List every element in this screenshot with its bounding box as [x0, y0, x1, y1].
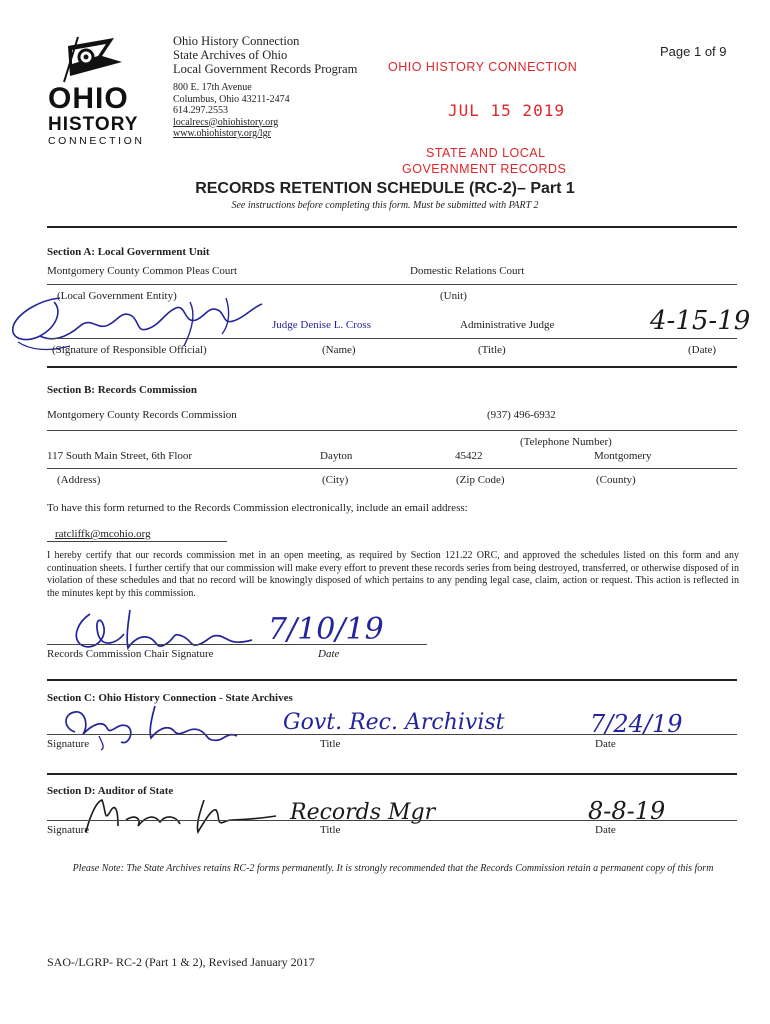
chair-label: Records Commission Chair Signature	[47, 648, 214, 660]
address-value: 117 South Main Street, 6th Floor	[47, 450, 193, 462]
address-line: 614.297.2553	[173, 105, 228, 116]
section-b-heading: Section B: Records Commission	[47, 384, 198, 396]
commission-rule	[47, 430, 737, 431]
note-text: The State Archives retains RC-2 forms permanently. It is strongly recommended that the Records Commission retain a permanent copy of this form	[126, 863, 714, 874]
section-c-heading: Section C: Ohio History Connection - State Archives	[47, 692, 293, 704]
sig-label: (Signature of Responsible Official)	[52, 344, 207, 356]
footer-form-id: SAO-/LGRP- RC-2 (Part 1 & 2), Revised January 2017	[47, 955, 315, 969]
archives-title-label: Title	[320, 738, 341, 750]
received-stamp-top: OHIO HISTORY CONNECTION	[388, 60, 578, 74]
address-rule	[47, 468, 737, 469]
official-signature	[0, 280, 270, 380]
zip-value: 45422	[455, 450, 483, 462]
sig-rule	[47, 338, 737, 339]
commission-email[interactable]: ratcliffk@mcohio.org	[55, 528, 151, 540]
note-block	[47, 862, 739, 875]
auditor-rule	[47, 820, 737, 821]
flag-icon	[62, 32, 132, 87]
return-text: To have this form returned to the Records Commission electronically, include an email address:	[47, 502, 468, 514]
county-label: (County)	[596, 474, 636, 486]
unit-value: Domestic Relations Court	[410, 265, 525, 277]
form-title: RECORDS RETENTION SCHEDULE (RC-2)– Part 1	[195, 180, 575, 197]
date-label: (Date)	[688, 344, 717, 356]
logo-ohio: OHIO	[48, 82, 129, 115]
received-stamp-line2: GOVERNMENT RECORDS	[402, 162, 567, 176]
ohio-history-logo	[40, 32, 160, 147]
section-c-rule	[47, 773, 737, 775]
chair-date: 7/10/19	[268, 612, 384, 647]
auditor-signature	[80, 792, 280, 842]
page-label: Page 1 of 9	[660, 44, 727, 59]
county-value: Montgomery	[594, 450, 652, 462]
auditor-date-label: Date	[595, 824, 616, 836]
chair-rule	[47, 644, 427, 645]
phone-label: (Telephone Number)	[520, 436, 612, 448]
zip-label: (Zip Code)	[456, 474, 505, 486]
received-stamp-date: JUL 15 2019	[448, 101, 565, 120]
org-line: Ohio History Connection	[173, 34, 300, 48]
address-line: 800 E. 17th Avenue	[173, 82, 252, 93]
section-b-rule	[47, 679, 737, 681]
address-block	[173, 82, 290, 140]
unit-label: (Unit)	[440, 290, 467, 302]
name-label: (Name)	[322, 344, 356, 356]
archives-sig-label: Signature	[47, 738, 90, 750]
org-line: Local Government Records Program	[173, 62, 358, 76]
title-rule	[47, 226, 737, 228]
entity-value: Montgomery County Common Pleas Court	[47, 265, 238, 277]
auditor-sig-label: Signature	[47, 824, 90, 836]
header-web-link[interactable]: www.ohiohistory.org/lgr	[173, 128, 271, 139]
certify-text: I hereby certify that our records commission met in an open meeting, as required by Section 121.22 ORC, and approved the schedules listed on this form and any continuation sheets. I further certify that our commission will make every effort to prevent these records series from being destroyed, transferred, or otherwise disposed of in violation of these schedules and that no record will be knowingly disposed of which pertains to any pending legal case, claim, action or request. This action is reflected in the minutes kept by this commission.	[47, 550, 739, 599]
logo-history: HISTORY	[48, 114, 139, 135]
official-date: 4-15-19	[650, 306, 751, 336]
commission-value: Montgomery County Records Commission	[47, 409, 237, 421]
entity-label: (Local Government Entity)	[57, 290, 177, 302]
title-label: (Title)	[478, 344, 506, 356]
city-label: (City)	[322, 474, 349, 486]
auditor-title: Records Mgr	[290, 800, 436, 825]
official-title: Administrative Judge	[460, 319, 555, 331]
official-name: Judge Denise L. Cross	[272, 319, 371, 331]
archives-title: Govt. Rec. Archivist	[283, 710, 505, 735]
email-rule	[47, 541, 227, 542]
auditor-title-label: Title	[320, 824, 341, 836]
chair-date-label: Date	[318, 648, 340, 660]
org-block	[173, 34, 357, 76]
section-d-heading: Section D: Auditor of State	[47, 785, 174, 797]
logo-connection: CONNECTION	[48, 135, 145, 147]
address-line: Columbus, Ohio 43211-2474	[173, 93, 290, 105]
section-a-heading: Section A: Local Government Unit	[47, 246, 210, 258]
form-subtitle: See instructions before completing this form. Must be submitted with PART 2	[231, 200, 539, 211]
city-value: Dayton	[320, 450, 353, 462]
note-label: Please Note:	[72, 863, 124, 874]
archives-date-label: Date	[595, 738, 616, 750]
section-a-rule	[47, 366, 737, 368]
archives-date: 7/24/19	[590, 710, 683, 738]
org-line: State Archives of Ohio	[173, 48, 288, 62]
archives-rule	[47, 734, 737, 735]
auditor-date: 8-8-19	[588, 797, 666, 825]
address-label: (Address)	[57, 474, 101, 486]
header-email-link[interactable]: localrecs@ohiohistory.org	[173, 116, 279, 128]
received-stamp-line1: STATE AND LOCAL	[426, 146, 546, 160]
phone-value: (937) 496-6932	[487, 409, 556, 421]
